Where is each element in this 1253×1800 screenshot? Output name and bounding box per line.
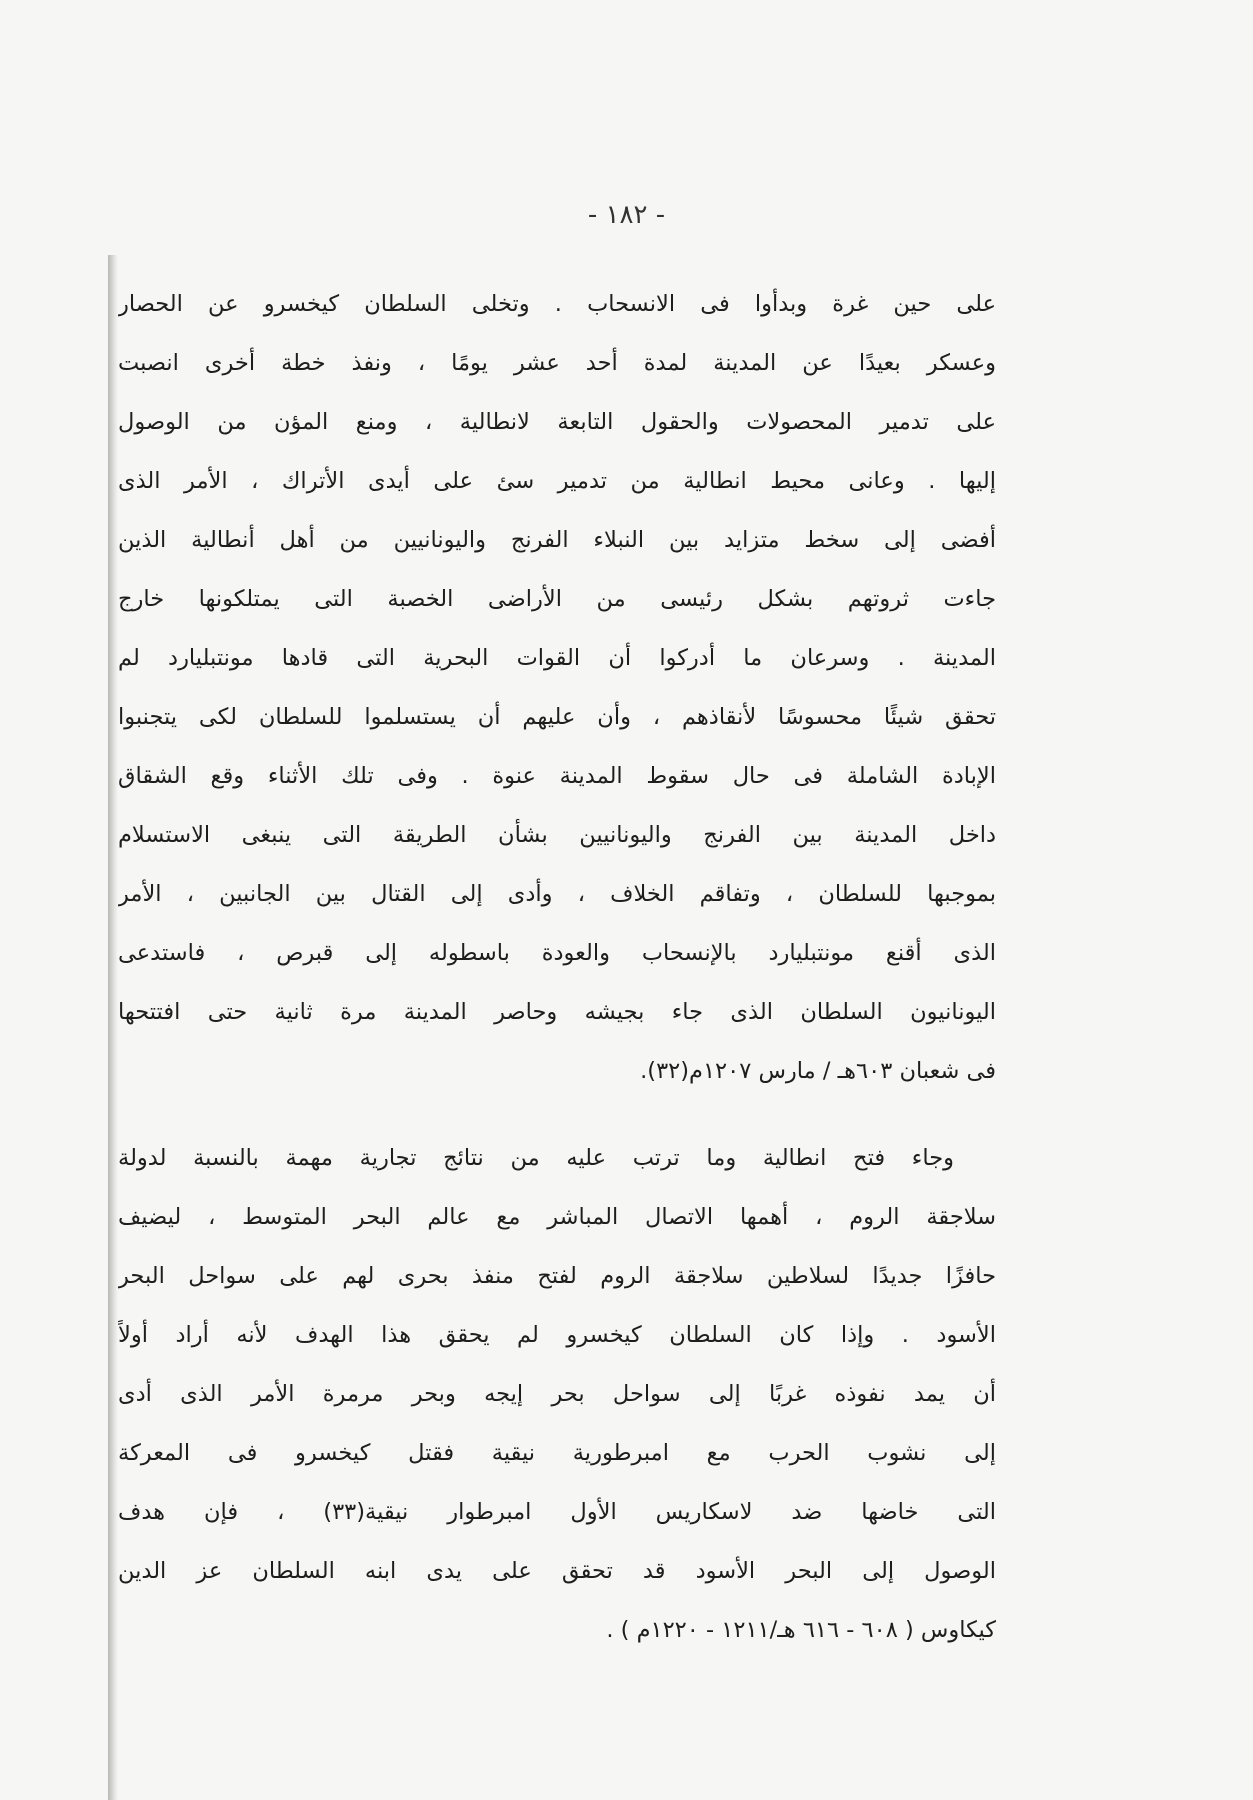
text-line: كيكاوس ( ٦٠٨ - ٦١٦ هـ/١٢١١ - ١٢٢٠م ) . [606, 1617, 996, 1643]
text-line: الذى أقنع مونتبليارد بالإنسحاب والعودة باسطوله إلى قبرص ، فاستدعى [118, 940, 996, 966]
text-line: إليها . وعانى محيط انطالية من تدمير سئ على أيدى الأتراك ، الأمر الذى [118, 468, 996, 494]
text-line: وجاء فتح انطالية وما ترتب عليه من نتائج تجارية مهمة بالنسبة لدولة [118, 1145, 954, 1171]
text-line: التى خاضها ضد لاسكاريس الأول امبرطوار نيقية(٣٣) ، فإن هدف [118, 1499, 996, 1525]
text-line: داخل المدينة بين الفرنج واليونانيين بشأن الطريقة التى ينبغى الاستسلام [118, 822, 996, 848]
text-line: على تدمير المحصولات والحقول التابعة لانطالية ، ومنع المؤن من الوصول [118, 409, 996, 435]
text-line: اليونانيون السلطان الذى جاء بجيشه وحاصر المدينة مرة ثانية حتى افتتحها [118, 999, 996, 1025]
binding-shadow [108, 255, 118, 1800]
text-line: إلى نشوب الحرب مع امبرطورية نيقية فقتل كيخسرو فى المعركة [118, 1440, 996, 1466]
text-line: وعسكر بعيدًا عن المدينة لمدة أحد عشر يومًا ، ونفذ خطة أخرى انصبت [118, 350, 996, 376]
page-number: - ١٨٢ - [587, 200, 666, 230]
body-text [118, 275, 996, 1660]
text-line: تحقق شيئًا محسوسًا لأنقاذهم ، وأن عليهم أن يستسلموا للسلطان لكى يتجنبوا [118, 704, 996, 730]
text-line: حافزًا جديدًا لسلاطين سلاجقة الروم لفتح منفذ بحرى لهم على سواحل البحر [118, 1263, 996, 1289]
paragraph-gap [118, 1101, 996, 1129]
text-line: على حين غرة وبدأوا فى الانسحاب . وتخلى السلطان كيخسرو عن الحصار [118, 291, 996, 317]
text-line: المدينة . وسرعان ما أدركوا أن القوات البحرية التى قادها مونتبليارد لم [118, 645, 996, 671]
text-line: أفضى إلى سخط متزايد بين النبلاء الفرنج واليونانيين من أهل أنطالية الذين [118, 527, 996, 553]
text-line: بموجبها للسلطان ، وتفاقم الخلاف ، وأدى إلى القتال بين الجانبين ، الأمر [118, 881, 996, 907]
paragraph [118, 275, 996, 1101]
text-line: فى شعبان ٦٠٣هـ / مارس ١٢٠٧م(٣٢). [640, 1058, 996, 1084]
text-line: أن يمد نفوذه غربًا إلى سواحل بحر إيجه وبحر مرمرة الأمر الذى أدى [118, 1381, 996, 1407]
text-line: الإبادة الشاملة فى حال سقوط المدينة عنوة . وفى تلك الأثناء وقع الشقاق [118, 763, 996, 789]
text-line: الوصول إلى البحر الأسود قد تحقق على يدى ابنه السلطان عز الدين [118, 1558, 996, 1584]
text-line: جاءت ثروتهم بشكل رئيسى من الأراضى الخصبة التى يمتلكونها خارج [118, 586, 996, 612]
paragraph [118, 1129, 996, 1660]
text-line: الأسود . وإذا كان السلطان كيخسرو لم يحقق هذا الهدف لأنه أراد أولاً [118, 1322, 996, 1348]
text-line: سلاجقة الروم ، أهمها الاتصال المباشر مع عالم البحر المتوسط ، ليضيف [118, 1204, 996, 1230]
